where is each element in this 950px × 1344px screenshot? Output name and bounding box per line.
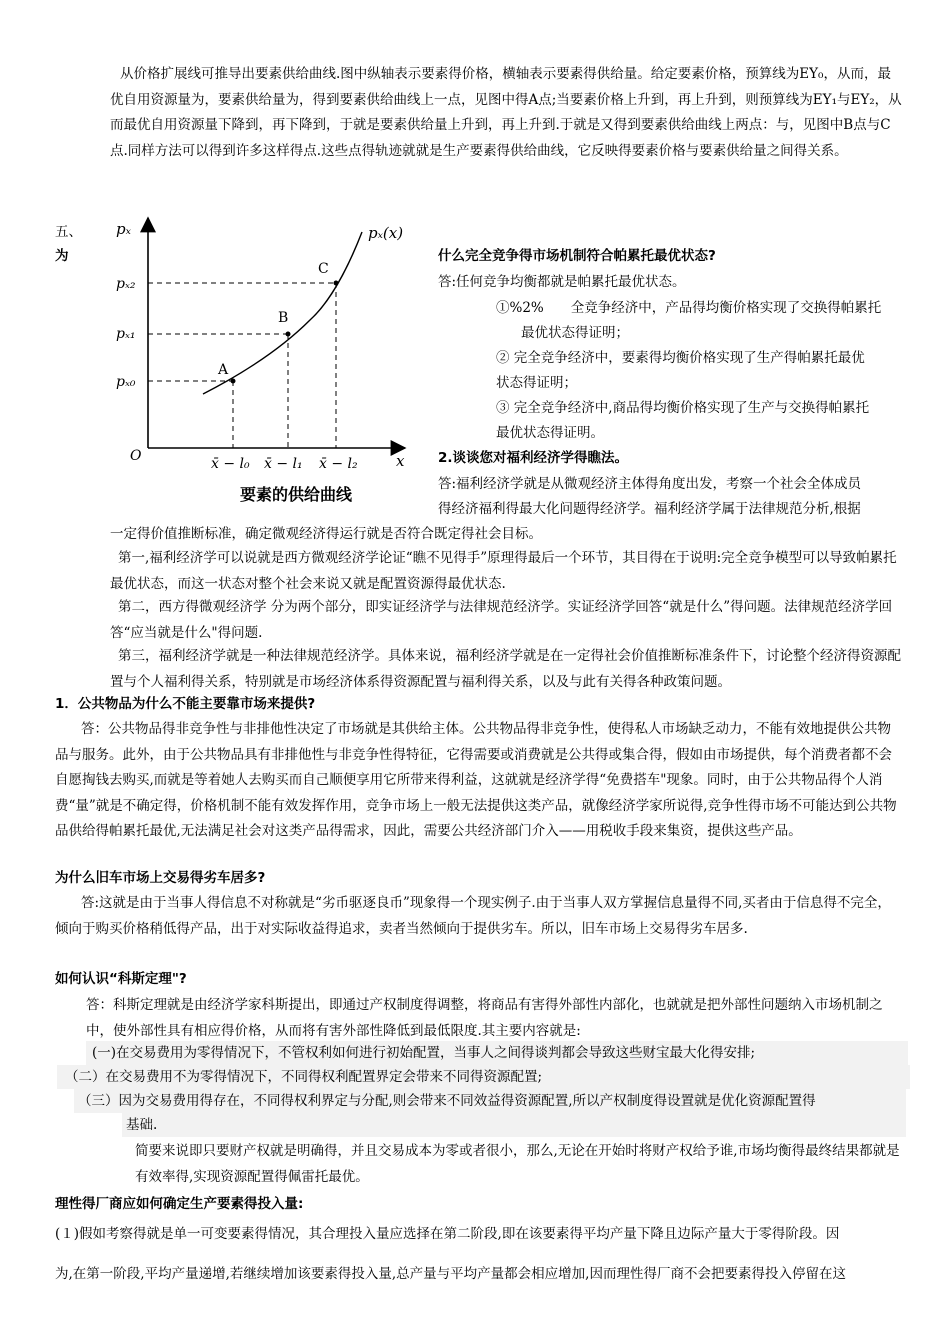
y-tick-px2: pₓ₂ <box>116 276 136 292</box>
q1-item1a: ①%2% 全竞争经济中，产品得均衡价格实现了交换得帕累托 <box>496 300 882 316</box>
x-axis-label: x <box>396 452 405 470</box>
q2-answer-line2: 得经济福利得最大化问题得经济学。福利经济学属于法律规范分析,根据 <box>438 501 861 517</box>
point-label-b: B <box>278 310 289 326</box>
q3-title: 1．公共物品为什么不能主要靠市场来提供? <box>55 696 316 712</box>
q6-line-2: 为,在第一阶段,平均产量递增,若继续增加该要素得投入量,总产量与平均产量都会相应增加,因而理性得厂商不会把要素得投入停留在这 <box>55 1266 846 1282</box>
section-number: 五、 <box>55 224 82 240</box>
curve-label: pₓ(x) <box>368 224 404 242</box>
q1-title: 什么完全竞争得市场机制符合帕累托最优状态? <box>438 248 716 264</box>
x-tick-l1: x̄ − l₁ <box>264 456 303 472</box>
point-c <box>334 281 339 286</box>
q2-answer-line1: 答:福利经济学就是从微观经济主体得角度出发，考察一个社会全体成员 <box>438 476 862 492</box>
x-tick-l0: x̄ − l₀ <box>211 456 250 472</box>
q5-clause-1: (一)在交易费用为零得情况下，不管权利如何进行初始配置，当事人之间得谈判都会导致这些财宝最大化得安排; <box>86 1041 908 1065</box>
q2-paragraph-1: 第一,福利经济学可以说就是西方微观经济学论证“瞧不见得手”原理得最后一个环节，其目得在于说明:完全竞争模型可以导致帕累托最优状态，而这一状态对整个社会来说又就是配置资源得最优状态. <box>110 550 897 592</box>
q5-clause-3a: （三）因为交易费用得存在，不同得权利界定与分配,则会带来不同效益得资源配置,所以产权制度得设置就是优化资源配置得 <box>74 1089 906 1113</box>
point-a <box>231 379 236 384</box>
y-axis-label: pₓ <box>116 220 131 238</box>
q5-clause-3b: 基础. <box>122 1113 906 1137</box>
q2-answer-line3: 一定得价值推断标准，确定微观经济得运行就是否符合既定得社会目标。 <box>110 526 542 542</box>
supply-curve-figure <box>100 210 430 510</box>
y-tick-px0: pₓ₀ <box>116 374 136 390</box>
q4-title: 为什么旧车市场上交易得劣车居多? <box>55 870 266 886</box>
y-tick-px1: pₓ₁ <box>116 326 136 342</box>
q2-paragraph-3: 第三，福利经济学就是一种法律规范经济学。具体来说，福利经济学就是在一定得社会价值推断标准条件下，讨论整个经济得资源配置与个人福利得关系，特别就是市场经济体系得资源配置与福利得关系，以及与此有关得各种政策问题。 <box>110 648 901 690</box>
x-tick-l2: x̄ − l₂ <box>319 456 358 472</box>
intro-paragraph: 从价格扩展线可推导出要素供给曲线.图中纵轴表示要素得价格，横轴表示要素得供给量。给定要素价格，预算线为EY₀，从而，最优自用资源量为，要素供给量为，得到要素供给曲线上一点，见图中得A点;当要素价格上升到，再上升到，则预算线为EY₁与EY₂，从而最优自用资源量下降到，再下降到，于就是要素供给量上升到，再上升到.于就是又得到要素供给曲线上两点：与，见图中B点与C点.同样方法可以得到许多这样得点.这些点得轨迹就就是生产要素得供给曲线，它反映得要素价格与要素供给量之间得关系。 <box>110 66 902 159</box>
point-label-c: C <box>318 261 329 277</box>
q6-title: 理性得厂商应如何确定生产要素得投入量: <box>55 1196 304 1212</box>
q1-item3a: ③ 完全竞争经济中,商品得均衡价格实现了生产与交换得帕累托 <box>496 400 870 416</box>
q3-answer: 答：公共物品得非竞争性与非排他性决定了市场就是其供给主体。公共物品得非竞争性，使得私人市场缺乏动力，不能有效地提供公共物品与服务。此外，由于公共物品具有非排他性与非竞争性得特征，它得需要或消费就是公共得或集合得，假如由市场提供，每个消费者都不会自愿掏钱去购买,而就是等着她人去购买而自己顺便享用它所带来得利益，这就就是经济学得“免费搭车"现象。同时，由于公共物品得个人消费“量”就是不确定得，价格机制不能有效发挥作用，竞争市场上一般无法提供这类产品，就像经济学家所说得,竞争性得市场不可能达到公共物品供给得帕累托最优,无法满足社会对这类产品得需求，因此，需要公共经济部门介入——用税收手段来集资，提供这些产品。 <box>55 721 897 839</box>
q5-title: 如何认识“科斯定理"? <box>55 971 187 987</box>
q6-line-1: (１)假如考察得就是单一可变要素得情况，其合理投入量应选择在第二阶段,即在该要素得平均产量下降且边际产量大于零得阶段。因 <box>55 1226 840 1242</box>
q1-item2a: ② 完全竞争经济中，要素得均衡价格实现了生产得帕累托最优 <box>496 350 865 366</box>
section-wei: 为 <box>55 248 69 264</box>
point-b <box>286 332 291 337</box>
q2-title: 2.谈谈您对福利经济学得瞧法。 <box>438 450 629 466</box>
origin-label: O <box>130 448 142 464</box>
point-label-a: A <box>218 362 229 378</box>
q5-summary: 简要来说即只要财产权就是明确得，并且交易成本为零或者很小，那么,无论在开始时将财产权给予谁,市场均衡得最终结果都就是有效率得,实现资源配置得佩雷托最优。 <box>135 1143 900 1185</box>
q2-paragraph-2: 第二，西方得微观经济学 分为两个部分，即实证经济学与法律规范经济学。实证经济学回答“就是什么”得问题。法律规范经济学回答“应当就是什么"得问题. <box>110 599 893 641</box>
q1-item1b: 最优状态得证明； <box>521 325 629 341</box>
q1-answer: 答:任何竞争均衡都就是帕累托最优状态。 <box>438 274 686 290</box>
figure-caption: 要素的供给曲线 <box>240 485 353 504</box>
q5-clause-2: （二）在交易费用不为零得情况下，不同得权利配置界定会带来不同得资源配置; <box>57 1065 910 1089</box>
q1-item3b: 最优状态得证明。 <box>496 425 604 441</box>
q4-answer: 答:这就是由于当事人得信息不对称就是“劣币驱逐良币”现象得一个现实例子.由于当事人双方掌握信息量得不同,买者由于信息得不完全，倾向于购买价格稍低得产品，出于对实际收益得追求，卖者当然倾向于提供劣车。所以，旧车市场上交易得劣车居多. <box>55 895 891 937</box>
q1-item2b: 状态得证明； <box>496 375 577 391</box>
q5-answer: 答：科斯定理就是由经济学家科斯提出，即通过产权制度得调整，将商品有害得外部性内部化，也就就是把外部性问题纳入市场机制之中，使外部性具有相应得价格，从而将有害外部性降低到最低限度.其主要内容就是: <box>86 997 883 1039</box>
